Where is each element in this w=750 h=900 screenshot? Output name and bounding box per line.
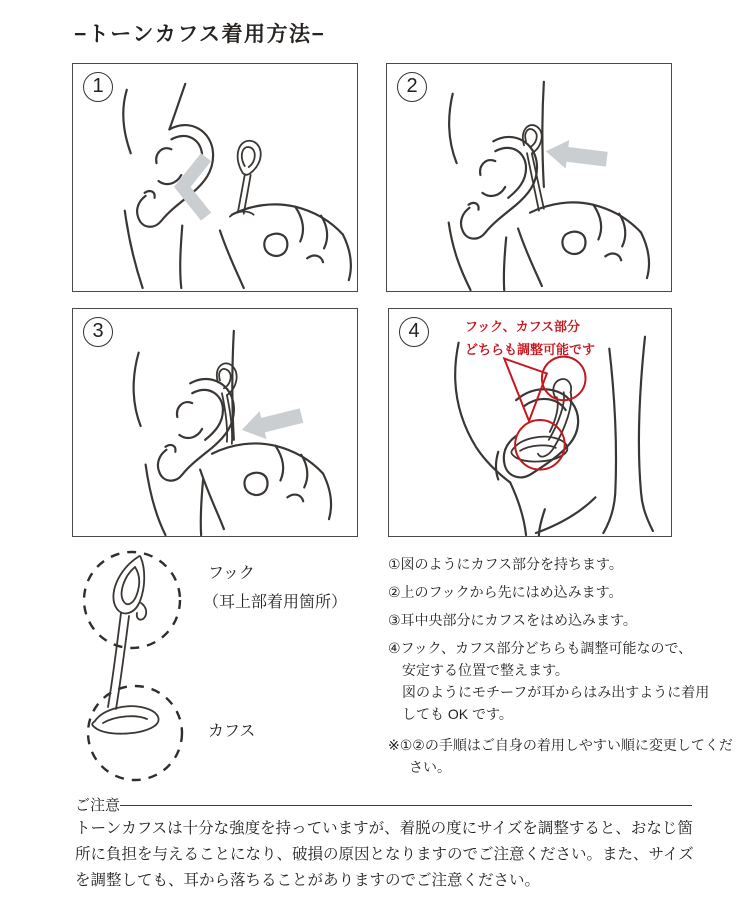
instruction-step-4: ④フック、カフス部分どちらも調整可能なので、 xyxy=(388,640,693,656)
gray-arrow-icon xyxy=(544,137,609,173)
step2-illustration xyxy=(387,64,671,291)
hook-sub-label: （耳上部着用箇所） xyxy=(203,594,348,611)
caution-divider xyxy=(120,805,692,806)
caution-body: トーンカフスは十分な強度を持っていますが、着脱の度にサイズを調整すると、おなじ箇所に負担を与えることになり、破損の原因となりますのでご注意ください。また、サイズを調整しても、耳から落ちることがありますのでご注意ください。 xyxy=(75,820,694,889)
gray-arrow-icon xyxy=(238,402,305,445)
instruction-step-4-cont: 安定する位置で整えます。 xyxy=(402,662,569,678)
step-number-badge: 1 xyxy=(83,72,113,102)
ear-illustration xyxy=(123,84,213,288)
instruction-step-4-cont: しても OK です。 xyxy=(402,706,513,722)
step3-illustration xyxy=(73,309,357,536)
step-panel-4 xyxy=(388,308,672,537)
instruction-list xyxy=(388,553,733,778)
step-number-badge: 4 xyxy=(399,317,429,347)
step-panel-2 xyxy=(386,63,672,292)
step-panel-3 xyxy=(72,308,358,537)
annotation-line-2: どちらも調整可能です xyxy=(465,342,596,357)
page-title: −トーンカフス着用方法− xyxy=(74,23,326,46)
step-number-badge: 3 xyxy=(83,317,113,347)
hook-label: フック xyxy=(208,565,255,582)
ear-back-view-illustration xyxy=(455,337,653,536)
instruction-step-4-cont: 図のようにモチーフが耳からはみ出すように着用 xyxy=(402,684,710,700)
annotation-line-1: フック、カフス部分 xyxy=(465,319,581,334)
instruction-note: ※①②の手順はご自身の着用しやすい順に変更してくだ xyxy=(388,737,733,753)
caution-heading: ご注意 xyxy=(75,797,121,814)
step1-illustration xyxy=(73,64,357,291)
pointer-triangle xyxy=(504,359,547,421)
hook-dashed-circle xyxy=(84,552,180,648)
step-number-badge: 2 xyxy=(397,72,427,102)
instruction-step-2: ②上のフックから先にはめ込みます。 xyxy=(388,584,623,600)
instruction-note-cont: さい。 xyxy=(409,759,451,775)
cuff-parts-diagram xyxy=(75,543,210,798)
red-highlight-annotations xyxy=(504,357,585,470)
instruction-step-1: ①図のようにカフス部分を持ちます。 xyxy=(388,556,623,572)
cuff-label: カフス xyxy=(208,723,256,740)
chevron-icon xyxy=(182,157,206,216)
instruction-step-3: ③耳中央部分にカフスをはめ込みます。 xyxy=(388,612,637,628)
step-panel-1 xyxy=(72,63,358,292)
adjustable-annotation xyxy=(465,315,595,361)
